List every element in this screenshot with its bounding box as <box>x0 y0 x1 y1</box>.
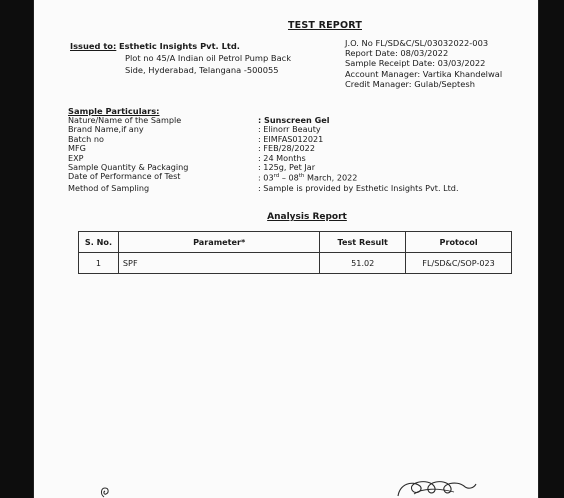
address-line-1: Plot no 45/A Indian oil Petrol Pump Back <box>125 53 292 63</box>
particular-value: : 125g, Pet Jar <box>258 162 316 173</box>
report-title: TEST REPORT <box>287 20 362 31</box>
table-header-row <box>79 232 512 253</box>
cell-sno: 1 <box>79 253 119 274</box>
particular-key: Nature/Name of the Sample <box>68 115 182 125</box>
sample-particulars-heading: Sample Particulars: <box>68 106 160 116</box>
particular-value: : 24 Months <box>258 152 306 163</box>
issued-to-org: Esthetic Insights Pvt. Ltd. <box>118 41 240 51</box>
particular-value: : 03rd – 08th March, 2022 <box>258 173 358 184</box>
cell-test-result: 51.02 <box>320 253 406 274</box>
cell-parameter: SPF <box>118 253 319 274</box>
particular-value: : Sample is provided by Esthetic Insights Pvt. Ltd. <box>258 182 459 193</box>
sample-receipt-date: Sample Receipt Date: 03/03/2022 <box>345 58 486 69</box>
job-info-block <box>345 38 502 89</box>
particular-key: Batch no <box>68 133 104 144</box>
col-header-parameter: Parameter* <box>118 232 319 253</box>
analysis-table <box>78 231 512 274</box>
issued-to-label: Issued to: <box>70 41 117 51</box>
particular-key: MFG <box>68 143 86 154</box>
address-line-2: Side, Hyderabad, Telangana -500055 <box>125 65 279 75</box>
particular-value: : FEB/28/2022 <box>258 143 315 154</box>
col-header-test-result: Test Result <box>320 232 406 253</box>
credit-manager: Credit Manager: Gulab/Septesh <box>345 78 475 89</box>
cell-protocol: FL/SD&C/SOP-023 <box>406 253 512 274</box>
particular-key: Sample Quantity & Packaging <box>68 162 189 173</box>
table-row <box>79 253 512 274</box>
report-date: Report Date: 08/03/2022 <box>345 48 449 59</box>
analysis-report-heading: Analysis Report <box>267 212 347 222</box>
particular-key: EXP <box>68 152 84 163</box>
particular-value: : Elinorr Beauty <box>258 124 321 135</box>
particular-row <box>68 172 459 183</box>
particular-row <box>68 184 459 193</box>
document-page <box>34 0 538 498</box>
signature-mark-left <box>96 482 116 498</box>
particular-value: : Sunscreen Gel <box>258 115 330 125</box>
particular-key: Date of Performance of Test <box>68 171 181 182</box>
particular-value: : EIMFAS012021 <box>258 133 324 144</box>
issued-to-block <box>70 40 291 76</box>
signature-mark-right <box>394 474 478 498</box>
jo-number: J.O. No FL/SD&C/SL/03032022-003 <box>345 38 489 48</box>
col-header-protocol: Protocol <box>406 232 512 253</box>
sample-particulars <box>68 116 459 193</box>
col-header-sno: S. No. <box>79 232 119 253</box>
account-manager: Account Manager: Vartika Khandelwal <box>345 68 503 79</box>
particular-key: Brand Name,if any <box>68 124 144 135</box>
particular-key: Method of Sampling <box>68 182 150 193</box>
